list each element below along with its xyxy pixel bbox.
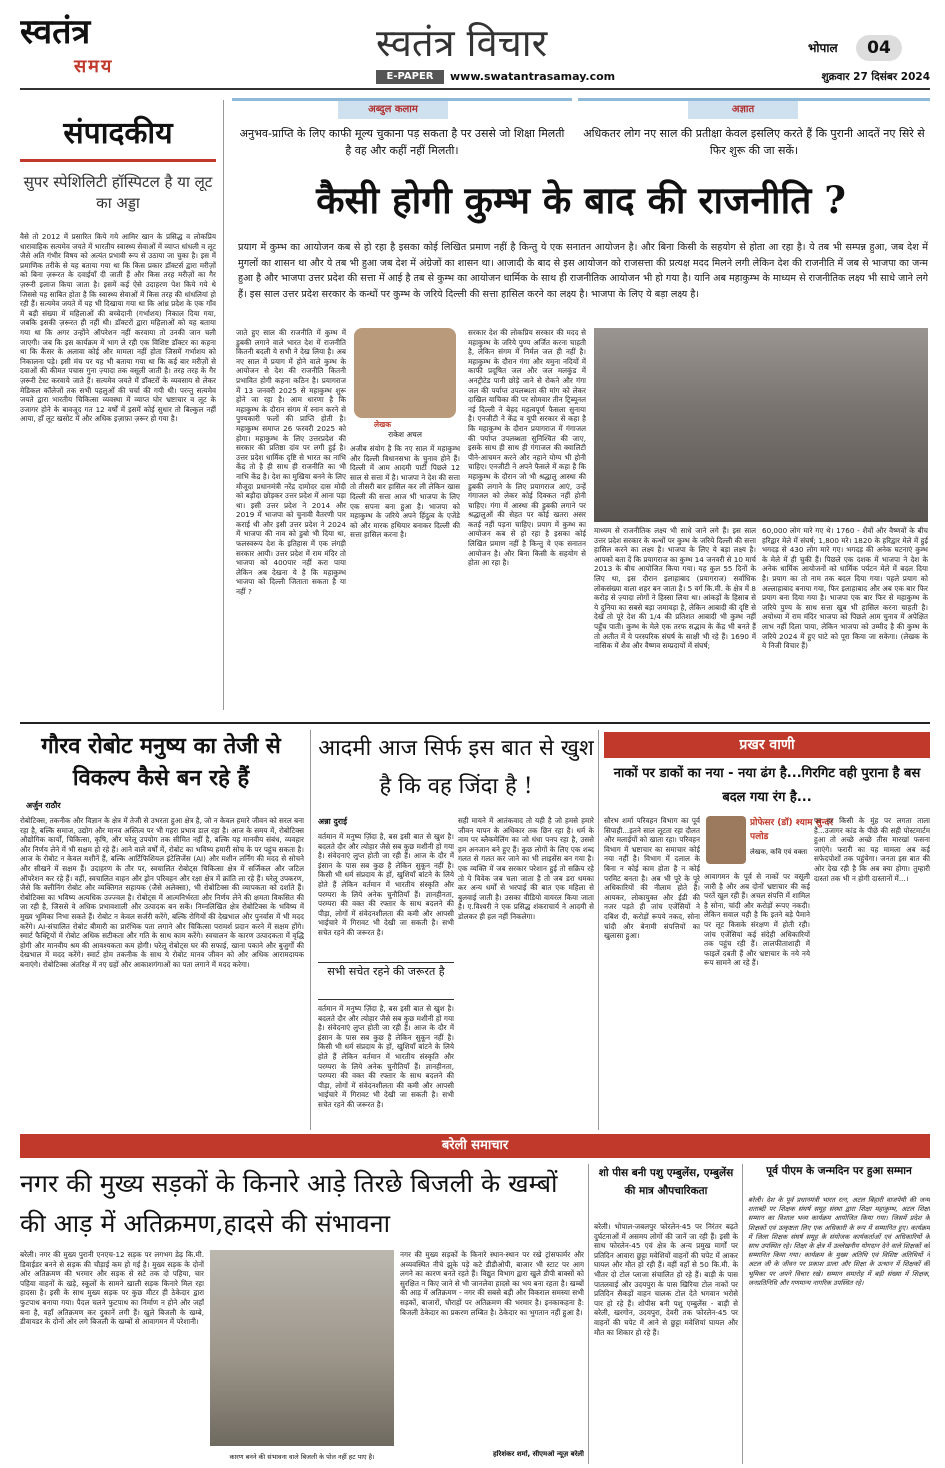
bareilly-section-bar [20, 1134, 930, 1158]
aadmi-author: अन्ना दुराई [318, 817, 348, 826]
author-photo-box [350, 328, 460, 438]
page-number-badge: 04 [856, 35, 902, 61]
column-divider [598, 730, 599, 1130]
quote-box-anonymous [578, 98, 930, 162]
bareilly-column-1: बरेली। नगर की मुख्य पुरानी एनएच-12 सड़क पर लगभग डेढ़ कि.मी. डिवाईडर बनने से सड़क की चौड़ाई कम हो गई है। मुख्य सड़क के दोनों ओर अतिक्रमण की भरमार और सड़क से सटे तक दो पहिया, चार पहिया वाहनों के खड़े, स्कूलों के सामने खाली सड़क किनारे मिल रहा हादसा है। इसी के साथ मुख्य सड़क पर कुछ मीटर ही ठेकेदार द्वारा फुटपाथ बनाया गया। पैदल चलने फुटपाथ का निर्माण न होने और जहाँ बना है, वहाँ अतिक्रमण कर दुकानें लगी हैं। खुले बिजली के खम्बे, डीवायडर के दोनों ओर लगे बिजली के खम्बों से आवागमन में परेशानी। [20, 1250, 204, 1327]
street-pole-photo [210, 1250, 394, 1446]
masthead-rule [20, 88, 930, 90]
bareilly-column-2: नगर की मुख्य सड़कों के किनारे स्थान-स्थान पर रखे ट्रांसफार्मर और अव्यवस्थित नीचे झुके पड़े कटे डीडीओपी, बाजार भी स्टाट पर आग लगने का कारण बनते रहते हैं। विद्युत विभाग द्वारा खुले डीपी बाक्सों को सुरक्षित न किए जाने से भी जानलेवा हादसे का भय बना रहता है। खम्बों की आड़ में अतिक्रमण - नगर की सबसे बड़ी और विकराल समस्या सभी सड़कों, बाजारों, चौराहों पर अतिक्रमण की भरमार है। इनकाकहना है: बिजली ठेकेदार का प्रकरण लम्बित है। ठेकेदार का भुगतान नहीं हुआ है। [400, 1250, 584, 1317]
column-divider [223, 100, 224, 710]
aadmi-column-1-continued: वर्तमान में मनुष्य ज़िंदा है, बस इसी बात से खुश है। बदलते दौर और त्योहार जैसे सब कुछ मशीनी हो गया है। संवेदनाएं लुप्त होती जा रही हैं। आज के दौर में इंसान के पास सब कुछ है लेकिन सुकून नहीं है। किसी भी धर्म संप्रदाय के हों, खुशियाँ बांटने के लिये होते हैं लेकिन वर्तमान में भारतीय संस्कृति और परम्परा के लिये अनेक चुनौतियाँ हैं। ज्ञानहीनता, परम्परा की वक्त की रफ्तार के साथ बदलने की पीड़ा, लोगों में संवेदनशीलता की कमी और आपसी भाईचारे में गिरावट भी देखी जा सकती है। सभी सचेत रहने की जरूरत है। [318, 1004, 454, 1109]
aadmi-column-1: वर्तमान में मनुष्य ज़िंदा है, बस इसी बात से खुश है। बदलते दौर और त्योहार जैसे सब कुछ मशीनी हो गया है। संवेदनाएं लुप्त होती जा रही हैं। आज के दौर में इंसान के पास सब कुछ है लेकिन सुकून नहीं है। किसी भी धर्म संप्रदाय के हों, खुशियाँ बांटने के लिये होते हैं लेकिन वर्तमान में भारतीय संस्कृति और परम्परा के लिये अनेक चुनौतियाँ हैं। ज्ञानहीनता, परम्परा की वक्त की रफ्तार के साथ बदलने की पीड़ा, लोगों में संवेदनशीलता की कमी और आपसी भाईचारे में गिरावट भी देखी जा सकती है। सभी सचेत रहने की जरूरत है। [318, 832, 454, 937]
quote-text: अनुभव-प्राप्ति के लिए काफी मूल्य चुकाना पड़ सकता है पर उससे जो शिक्षा मिलती है वह और कहीं नहीं मिलती। [239, 127, 565, 157]
website-link[interactable]: www.swatantrasamay.com [450, 70, 616, 83]
editorial-column [20, 102, 216, 712]
lead-column-4: 60,000 लोग मारे गए थे। 1760 - शैवों और वैष्णवों के बीच हरिद्वार मेले में संघर्ष; 1,800 मरे। 1820 के हरिद्वार मेले में हुई भगदड़ से 430 लोग मारे गए। भगदड़ की अनेक घटनाएं कुम्भ के मेले में ही चुकी हैं। पिछले एक दशक में भाजपा ने देश के अनेक धार्मिक आयोजनों को धार्मिक पर्यटन मेले में बदल दिया है। प्रयाग का तो नाम तक बदल दिया गया। पहले प्रयाग को अल्लाहाबाद बनाया गया, फिर इलाहाबाद और अब एक बार फिर प्रयाग बना दिया गया है। भाजपा एक बार फिर से महाकुम्भ के जरिये पुण्य के साथ सत्ता खुब भी हासिल करना चाहती है। अयोध्या में राम मंदिर भाजपा को पिछले आम चुनाव में अपेक्षित लाभ नहीं दिला पाया, लेकिन भाजपा को उम्मीद है की कुम्भ के जरिये 2024 में हुए घाटे को पूरा किया जा सकेगा। (लेखक के ये निजी विचार हैं) [762, 526, 928, 651]
pm-headline: पूर्व पीएम के जन्मदिन पर हुआ सम्मान [766, 1165, 912, 1177]
bareilly-headline: नगर की मुख्य सड़कों के किनारे आड़े तिरछे बिजली के खम्बों की आड़ में अतिक्रमण,हादसे की संभावना [20, 1169, 558, 1238]
lead-column-1: जाते हुए साल की राजनीति में कुम्भ में डुबकी लगाने वाले भारत देश में राजनीति कितनी बदली ये सभी ने देख लिया है। अब नए साल में प्रयाग में होने वाले कुम्भ के आयोजन से देश की राजनीति कितनी प्रभावित होगी कहना कठिन है। प्रयागराज में 13 जनवरी 2025 से महाकुम्भ शुरू होने जा रहा है। आम धारणा है कि महाकुम्भ के दौरान संगम में स्नान करने से पुण्यकारी फलों की प्राप्ति होती है। महाकुम्भ समाप्त 26 फरवरी 2025 को होगा। महाकुम्भ के लिए उत्तरप्रदेश की सरकार की प्रतिष्ठा दांव पर लगी हुई है। उत्तर प्रदेश धार्मिक दृष्टि से भारत का नाभि केंद्र तो है ही साथ ही राजनीति का भी नाभि केंद्र है। देश का मुखिया बनने के लिए मौजूदा प्रधानमंत्री नरेंद्र दामोदर दास मोदी को बड़ौदा छोड़कर उत्तर प्रदेश में आना पड़ा था। इसी उत्तर प्रदेश ने 2014 और 2019 में भाजपा को चुनावी वैतरणी पार कराई थी और इसी उत्तर प्रदेश ने 2024 में भाजपा की नाव को डुबो भी दिया था, फलस्वरूप देश के इतिहास में एक लंगड़ी सरकार आयी। उत्तर प्रदेश में राम मंदिर तो भाजपा को 400पार नहीं करा पाया लेकिन अब देखना ये है कि महाकुम्भ भाजपा को दिल्ली जिताता सकता है या नहीं ? [236, 328, 346, 597]
photo-caption: कारण बनने की संभावना वाले बिजली के पोल नहीं हट पाए है। [229, 1453, 375, 1461]
pm-body: बरेली। देश के पूर्व प्रधानमंत्री भारत रत्न, अटल बिहारी वाजपेयी की जन्म शताब्दी पर शिक्षक संघर्ष समूह संस्था द्वारा शिक्षा महाकुम्भ, अटल शिक्षा सम्मान का विशाल भव्य कार्यक्रम आयोजित किया गया। जिसमें प्रदेश के शिक्षकों एवं उत्कृष्टता लिए एक अधिकारी के रूप में सम्मानित हुए। कार्यक्रम में जिला शिक्षक संघर्ष समूह के संयोजक कार्यकर्ताओं एवं अधिकारियों के साथ उपस्थित रहे। शिक्षा के क्षेत्र में उल्लेखनीय योगदान देने वाले शिक्षकों को सम्मानित किया गया। कार्यक्रम के मुख्य अतिथि एवं विशिष्ट अतिथियों ने अटल जी के जीवन पर प्रकाश डाला और शिक्षा के उत्थान में शिक्षकों की भूमिका पर अपने विचार रखे। सम्मान समारोह में बड़ी संख्या में शिक्षक, जनप्रतिनिधि और गणमान्य नागरिक उपस्थित रहे। [748, 1196, 930, 1287]
prakhar-column-1: सौरभ शर्मा परिवहन विभाग का पूर्व सिपाही...इतने साल लूटता रहा दौलत और मलाईयों को खाता रहा। परिवहन विभाग में भ्रष्टाचार का समाचार कोई नया नहीं है। विभाग में दलाल के बिना न कोई काम होता है न कोई परमिट बनता है। अब भी पूरे के पूरे अधिकारियों की नीलाम होते हैं। आयकर, लोकायुक्त और ईडी की नजर पड़ते ही जांच एजेंसियों ने दबिश दी, करोड़ों रूपये नकद, सोना चांदी और बेनामी संपत्तियों का खुलासा हुआ। [604, 816, 700, 941]
logo-bottom-text: समय [74, 56, 114, 77]
lead-column-2: सरकार देश की लोकप्रिय सरकार की मदद से महाकुम्भ के जरिये पुण्य अर्जित करना चाहती है, लेकिन संगम में निर्मल जल ही नहीं है। महाकुम्भ के दौरान गंगा और यमुना नदियों में काफी प्रदूषित जल और जल मलकुंड में अनट्रीटेड पानी छोड़े जाने से रोकने और गंगा जल की पर्याप्त उपलब्धता की मांग को लेकर दाखिल याचिका की पर सोमवार तीन ट्रिब्यूनल नई दिल्ली ने बेहद महत्वपूर्ण फैसला सुनाया है। एनजीटी ने केंद्र व यूपी सरकार से कहा है कि महाकुम्भ के दौरान प्रयागराज में गंगाजल की पर्याप्त उपलब्धता सुनिश्चित की जाए, इसके साथ ही साथ ही गंगाजल की क्वालिटी पीने-आचमन करने और नहाने योग्य भी होनी चाहिए। एनजीटी ने अपने फैसले में कहा है कि महाकुम्भ के दौरान जो भी श्रद्धालु आस्था की डुबकी लगाने के लिए प्रयागराज आएं, उन्हें गंगाजल को लेकर कोई दिक्कत नहीं होनी चाहिए। गंगा में आस्था की डुबकी लगाने पर श्रद्धालुओं की सेहत पर कोई खतरा असर कतई नहीं पड़ना चाहिए। प्रयाग में कुम्भ का आयोजन कब से हो रहा है इसका कोई लिखित प्रमाण नहीं है किन्तु ये एक सनातन आयोजन है। और बिना किसी के सहयोग से होता आ रहा है। [468, 328, 586, 568]
prakhar-section-label: प्रखर वाणी [604, 732, 930, 758]
column-divider [588, 1164, 589, 1464]
lead-headline: कैसी होगी कुम्भ के बाद की राजनीति ? [316, 178, 846, 222]
quote-text: अधिकतर लोग नए साल की प्रतीक्षा केवल इसलिए करते हैं कि पुरानी आदतें नए सिरे से फिर शुरू की जा सकें। [583, 127, 925, 157]
lead-intro: प्रयाग में कुम्भ का आयोजन कब से हो रहा है इसका कोई लिखित प्रमाण नहीं है किन्तु ये एक सनातन आयोजन है। और बिना किसी के सहयोग से होता आ रहा है। ये तब भी सम्पन्न हुआ, जब देश में मुगलों का शासन था और ये तब भी हुआ जब देश में अंग्रेजों का शासन था। आजादी के बाद से इस आयोजन को राजसत्ता की प्रत्यक्ष मदद मिलने लगी लेकिन देश की राजनीति में जब से भाजपा का जन्म हुआ है और भाजपा उत्तर प्रदेश की सत्ता में आई है तब से कुम्भ का आयोजन धार्मिक के साथ ही राजनीतिक आयोजन भी हो गया है। यानि अब महाकुम्भ के माध्यम से राजनीतिक लक्ष्य भी साधे जाने लगे हैं। इस साल उत्तर प्रदेश सरकार के कन्धों पर कुम्भ के जरिये दिल्ली की सत्ता हासिल करने का लक्ष्य है। भाजपा के लिए ये बड़ा लक्ष्य है। [238, 242, 928, 300]
aadmi-headline: आदमी आज सिर्फ इस बात से खुश है कि वह जिंदा है ! [318, 736, 594, 799]
quote-box-kalam [232, 98, 572, 162]
aadmi-column-2: सही मायने में आतंकवाद तो यही है जो हमसे हमारे जीवन यापन के अधिकार तक छिन रहा है। धर्म के नाम पर ब्लैकमेलिंग का जो धंधा पनप रहा है, उससे हम अनजान बने हुए हैं। कुछ लोगों के लिए एक शब्द गलत से गलत कर जाने का भी लाइसेंस बन गया है। एक व्यक्ति में जब सरकार परेशान हुई तो सक्रिय रहे तो ये विवेक जब चला जाता है तो जब डरा धमका कर अन्य धर्मों से भरपाई की बात एक महिला से बुलवाई जाती है। उसका वीडियो वायरल किया जाता है। ए.विश्वरी ने एक प्रसिद्ध शंकराचार्य ने आदमी से डोलकर ही हल नहीं निकलेगा। [458, 816, 594, 921]
aadmi-pull-quote: सभी सचेत रहने की जरूरत है [318, 962, 454, 1000]
prakhar-author-name: प्रोफेसर (डॉ) श्याम सुन्दर पलोड [750, 818, 834, 842]
prakhar-author-photo [706, 816, 746, 864]
masthead [0, 0, 945, 92]
prakhar-headline: नाकों पर डाकों का नया - नया ढंग है...गिरगिट वही पुराना है बस बदल गया रंग है... [613, 766, 921, 805]
logo-top-text: स्वतंत्र [20, 14, 91, 52]
lead-column-3: माध्यम से राजनीतिक लक्ष्य भी साधे जाने लगे हैं। इस साल उत्तर प्रदेश सरकार के कन्धों पर कुम्भ के जरिये दिल्ली की सत्ता हासिल करने का लक्ष्य है। भाजपा के लिए ये बड़ा लक्ष्य है। आपको बता दें कि प्रयागराज का कुम्भ 14 जनवरी से 10 मार्च 2013 के बीच आयोजित किया गया। यह कुल 55 दिनों के लिए था, इस दौरान इलाहाबाद (प्रयागराज) सर्वाधिक लोकसंख्या वाला शहर बन जाता है। 5 वर्ग कि.मी. के क्षेत्र में 8 करोड़ से ज़्यादा लोगों ने हिस्सा लिया था। आंकड़ों के हिसाब से ये दुनिया का सबसे बड़ा जमावड़ा है, लेकिन आबादी की दृष्टि से देखें तो पूरे देश की 1/4 की प्रतिशत आबादी भी कुम्भ नहीं पहुँच पाती। कुम्भ के मेले एक तरफ सद्भाव के केंद्र भी बनते हैं तो अतीत में ये परस्परिक संघर्ष के साक्षी भी रहे हैं। 1690 में नासिक में शैव और वैष्णव सम्प्रदायों में संघर्ष; [594, 526, 756, 651]
section-rule [20, 722, 930, 724]
robot-body: रोबोटिक्स, तकनीक और विज्ञान के क्षेत्र में तेजी से उभरता हुआ क्षेत्र है, जो न केवल हमारे जीवन को सरल बना रहा है, बल्कि समाज, उद्योग और मानव अस्तित्व पर भी गहरा प्रभाव डाल रहा है। आज के समय में, रोबोटिक्स औद्योगिक कार्यों, चिकित्सा, कृषि, और घरेलू उपयोग तक सीमित नहीं है, बल्कि यह मानवीय संबंध, व्यवहार और निर्णय लेने में भी सक्षम हो रहे हैं। आने वाले वर्षों में, रोबोट का भविष्य हमारी सोच के पर पहुंच सकता है। आज के रोबोट न केवल मशीनें हैं, बल्कि आर्टिफिशियल इंटेलिजेंस (AI) और मशीन लर्निंग की मदद से सोचने और सीखने में सक्षम हैं। उदाहरण के तौर पर, स्वचालित रोबोट्स चिकित्सा क्षेत्र में सर्जिकल और जटिल ऑपरेशन कर रहे हैं। वहीं, स्वचालित वाहन और ड्रोन परिवहन और रक्षा क्षेत्र में क्रांति ला रहे हैं। घरेलू उपकरण, जैसे कि क्लीनिंग रोबोट और व्यक्तिगत सहायक (जैसे अलेक्सा), भी रोबोटिक्स की व्यापकता को दर्शाते हैं। रोबोटिक्स का भविष्य अत्यधिक उज्ज्वल है। रोबोट्स में आत्मनिर्भरता और निर्णय लेने की क्षमता विकसित की जा रही है, जिससे वे अधिक प्रभावशाली और उत्पादक बन सकें। निम्नलिखित क्षेत्र रोबोटिक्स के भविष्य में मुख्य भूमिका निभा सकते हैं। रोबोट न केवल सर्जरी करेंगे, बल्कि रोगियों की देखभाल और पुनर्वास में भी मदद करेंगे। AI-संचालित रोबोट बीमारी का प्रारंभिक पता लगाने और चिकित्सा परामर्श प्रदान करने में सक्षम होंगे। स्मार्ट फैक्ट्रियों में रोबोट अधिक सटीकता और गति के साथ काम करेंगे। स्वचालन के कारण उत्पादकता में वृद्धि होगी और मानवीय श्रम की आवश्यकता कम होगी। घरेलू रोबोट्स घर की सफाई, खाना पकाने और बुजुर्गों की देखभाल में मदद करेंगे। स्मार्ट होम तकनीक के साथ ये रोबोट मानव जीवन को और अधिक आरामदायक बनाएंगे। रोबोटिक्स अंतरिक्ष में नए ग्रहों और आकाशगंगाओं का पता लगाने में मदद करेगा। [20, 816, 304, 969]
column-divider [742, 1164, 743, 1464]
author-photo [354, 328, 456, 418]
page-title: स्वतंत्र विचार [376, 21, 548, 65]
bareilly-signature: हरिशंकर शर्मा, सीएमओ न्यूज़ बरेली [492, 1450, 584, 1458]
robot-author: अर्जुन राठौर [26, 801, 61, 810]
quote-author-label: अज्ञात [688, 101, 798, 119]
prakhar-author-role: लेखक, कवि एवं वक्ता [750, 848, 808, 856]
editorial-body: वैसे तो 2012 में प्रसारित किये गये आमिर खान के प्रसिद्ध व लोकप्रिय धारावाहिक सत्यमेव जयते में भारतीय स्वास्थ्य सेवाओं में व्याप्त धांधली व लूट जैसे अति गंभीर विषय को अत्यंत प्रभावी रूप से उठाया जा चुका है। इस में प्रमाणिक तरीके से यह बताया गया था कि किस प्रकार डॉक्टर्स द्वारा मरीज़ों को बिना ज़रूरत के दवाईयाँ दी जाती हैं और किस तरह मरीज़ों का गैर ज़रूरी इलाज किया जाता है। इसमें कई ऐसे उदाहरण पेश किये गये थे जिससे यह साबित होता है कि स्वास्थ्य सेवाओं में किस तरह की धांधलियां हो रही हैं। सत्यमेव जयते में यह भी दिखाया गया था कि आंध्र प्रदेश के एक गाँव में बड़ी संख्या में महिलाओं की बच्चेदानी (गर्भाशय) निकाल दिया गया, जबकि इसकी ज़रूरत ही नहीं थी। डॉक्टरों द्वारा महिलाओं को यह बताया गया था कि अगर उन्होंने ऑपरेशन नहीं करवाया तो उनकी जान चली जाएगी। जब कि इस कार्यक्रम में भाग ले रही एक विशिष्ट डॉक्टर का कहना था कि कैंसर के अलावा कोई और मामला नहीं होता जिसमें गर्भाशय को निकालना पड़े। इसी मंच पर यह भी बताया गया था कि कई बार मरीज़ों से दवाओं की कीमत पचास गुना ज़्यादा तक वसूली जाती है। तरह तरह के गैर ज़रूरी टेस्ट करवाये जाते हैं। सत्यमेव जयते में डॉक्टरों के व्यवसाय से लेकर मेडिकल कॉलेजों तक सभी पहलुओं की चर्चा की गयी थी। परन्तु सत्यमेव जयते द्वारा भारतीय चिकित्सा व्यवस्था में व्याप्त घोर भ्रष्टाचार व लूट के उजागर होने के बावजूद गत 12 वर्षों में इसमें कोई सुधार तो बिल्कुल नहीं आया, हाँ लूट खसोट में और अधिक इज़ाफ़ा ज़रूर हो गया है। [20, 232, 216, 424]
ambulance-headline: शो पीस बनी पशु एम्बुलेंस, एम्बुलेंस की मात्र औपचारिकता [598, 1167, 734, 1197]
author-name: राकेश अचल [388, 430, 422, 438]
editorial-section-label: संपादकीय [20, 106, 216, 162]
lead-column-1b: अजीब संयोग है कि नए साल में महाकुम्भ और दिल्ली विधानसभा के चुनाव होने हैं। दिल्ली में आम आदमी पार्टी पिछले 12 साल से सत्ता में है। भाजपा ने देश की सत्ता तो तीसरी बार हासिल कर ली लेकिन खास दिल्ली की सत्ता आज भी भाजपा के लिए एक सपना बना हुआ है। भाजपा को महाकुम्भ के जरिये अपने हिंदुत्व के एजेंडे को और मारक हथियार बनाकर दिल्ली की सत्ता हासिल करना है। [350, 444, 460, 540]
editorial-title: सुपर स्पेशिलिटी हॉस्पिटल है या लूट का अड्डा [23, 173, 213, 212]
quote-author-label: अब्दुल कलाम [338, 101, 448, 119]
kumbh-crowd-photo [594, 328, 928, 522]
column-divider [310, 730, 311, 1130]
logo [20, 14, 170, 84]
bareilly-section-label: बरेली समाचार [441, 1138, 509, 1153]
epaper-badge: E-PAPER [376, 70, 444, 84]
date-label: शुक्रवार 27 दिसंबर 2024 [821, 71, 930, 83]
city-label: भोपाल [808, 41, 838, 55]
ambulance-body: बरेली। भोपाल-जबलपुर फोरलेन-45 पर निरंतर बढ़ते दुर्घटनाओं में असमय लोगों की जानें जा रही हैं। इसी के साथ फोरलेन-45 एवं क्षेत्र के अन्य प्रमुख मार्गों पर प्रतिदिन आवारा छुट्टा मवेशियों वाहनों की चपेट में आकर घायल और मौत हो रही हैं। वहीं वहाँ से 50 कि.मी. के भीतर दो टोल प्लाजा संचालित हो रहे हैं। बाड़ी के पास पातलवाई और उदयपुरा के पास खिरिया टोल नाकों पर प्रतिदिन सैकड़ों वाहन चालक टोल देते भगवान भरोसे पार हो रहे हैं। शोपीस बनी पशु एम्बुलेंस - बाड़ी से बरेली, खरगोन, उदयपुरा, देवरी तक फोरलेन-45 पर वाहनों की चपेट में आने से छुट्टा मवेशियां घायल और मौत का शिकार हो रहे हैं। [594, 1222, 738, 1337]
author-tag: लेखक [374, 420, 391, 429]
prakhar-column-2: आवागमन के पूर्व से नाकों पर वसूली जारी है और अब दोनों भ्रष्टाचार की कई परतें खुल रही हैं। अचल संपत्ति में शामिल है सोना, चांदी और करोड़ों रूपए नकदी। लेकिन सवाल यही है कि इतने बड़े पैमाने पर लूट किसके संरक्षण में होती रही। जांच एजेंसियां कई संदेही अधिकारियों तक पहुंच रही हैं। लालफीताशाही में फाइलें दबती हैं और भ्रष्टाचार के नये नये रूप सामने आ रहे हैं। [704, 872, 810, 968]
prakhar-column-3: पर हर किसी के मुंह पर लगता ताला है...उजागर कांड के पीछे की सही पोस्टमार्टम हुआ तो अच्छे अच्छे तीस मारखां फसना जाएंगे। फरारी का यह मामला अब कई सफेदपोशों तक पहुंचेगा। जनता इस बात की ओर देख रही है कि अब क्या होगा। तुम्हारी दास्तां तक भी न होगी दास्तानों में...। [814, 816, 930, 883]
robot-headline: गौरव रोबोट मनुष्य का तेजी से विकल्प कैसे बन रहे हैं [41, 733, 281, 791]
